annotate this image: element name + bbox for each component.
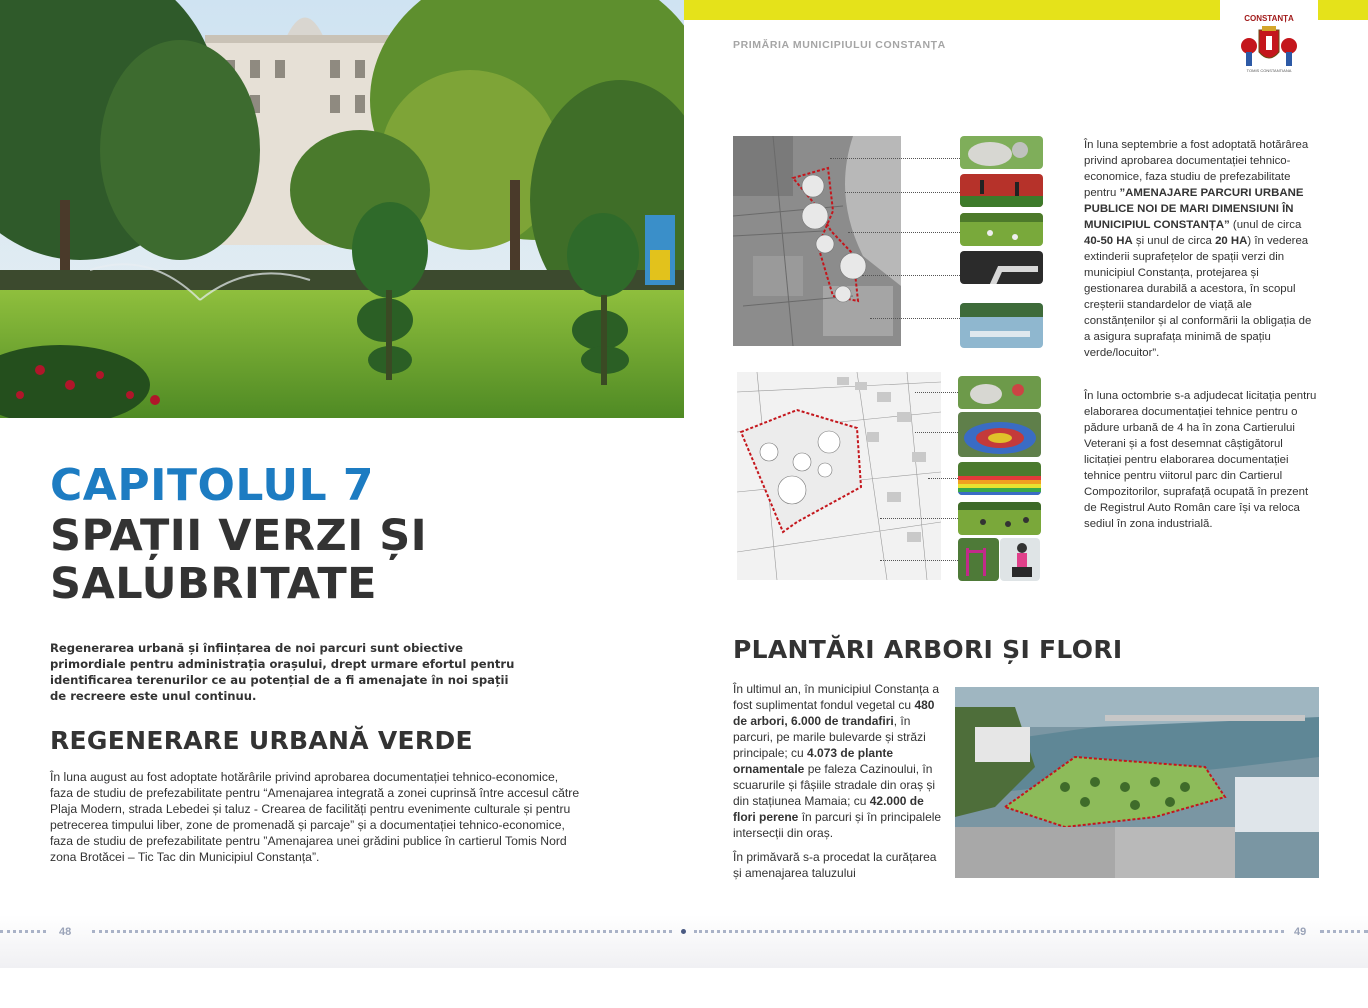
footer-dots [1320, 930, 1368, 934]
lake-thumb [960, 303, 1043, 348]
text-run: În ultimul an, în municipiul Constanța a fost suplimentat fondul vegetal cu [733, 682, 940, 712]
section-body-plantari [733, 681, 945, 881]
footer [0, 915, 1368, 968]
bold-run: 20 HA [1215, 235, 1248, 247]
bottom-margin [0, 968, 1368, 1008]
text-run: În luna septembrie a fost adoptată hotărârea privind aprobarea documentației tehnico-economice, faza studiu de prefezabilitate pentru [1084, 139, 1309, 199]
lawn-people-thumb [958, 502, 1041, 535]
leader-line [928, 478, 958, 479]
aerial-map-photo [733, 136, 901, 346]
text-run: pe faleza Cazinoului, în scuarurile și fâșiile stradale din oraș și din stațiunea Mamaia; cu [733, 762, 936, 808]
bold-run: 480 de arbori, 6.000 de trandafiri [733, 698, 935, 728]
aerial-park-render [955, 687, 1319, 878]
bold-run: 40-50 HA [1084, 235, 1133, 247]
chapter-title: SPAȚII VERZI ȘI SALUBRITATE [50, 511, 428, 609]
leader-line [915, 432, 958, 433]
text-run: (unul de circa [1229, 219, 1302, 231]
page-number-left: 48 [59, 926, 72, 938]
bold-run: 42.000 de flori perene [733, 794, 924, 824]
footer-dots [694, 930, 1284, 934]
spine-marker [681, 929, 686, 934]
crest-motto: TOMIS CONSTANTIANA [1246, 68, 1292, 73]
page-number-right: 49 [1294, 926, 1307, 938]
paragraph-padure-urbana: În luna octombrie s-a adjudecat licitația pentru elaborarea documentației tehnice pentru o pădure urbană de 4 ha în zona Cartierului Veterani și a fost desemnat câștigătorul licitației pentru elaborarea documentației tehnice pentru viitorul parc din Cartierul Compozitorilor, suprafață ocupată în prezent de Registrul Auto Român care își va reloca sediul în zona industrială. [1084, 390, 1317, 530]
leader-line [880, 518, 958, 519]
running-track-thumb [960, 174, 1043, 207]
hero-park-photo [0, 0, 684, 418]
leader-line [848, 232, 960, 233]
paragraph-parcuri-urbane [1084, 137, 1320, 361]
site-plan-drawing [737, 372, 941, 580]
leader-line [870, 318, 960, 319]
leader-line [862, 275, 960, 276]
text-run: în parcuri și în principalele intersecții din oraș. [733, 810, 942, 840]
lawn-thumb [960, 213, 1043, 246]
running-head: PRIMĂRIA MUNICIPIULUI CONSTANȚA [733, 39, 946, 51]
colorful-path-thumb [958, 412, 1041, 457]
footer-dots [92, 930, 672, 934]
text-run: și unul de circa [1132, 235, 1216, 247]
text-run: , în parcuri, pe marile bulevarde și străzi principale; cu [733, 714, 926, 760]
bold-run: ”AMENAJARE PARCURI URBANE PUBLICE NOI DE MARI DIMENSIUNI ÎN MUNICIPIUL CONSTANȚA” [1084, 187, 1304, 231]
rainbow-track-thumb [958, 462, 1041, 495]
paragraph-plantari [733, 681, 945, 841]
bold-run: 4.073 de plante ornamentale [733, 746, 894, 776]
section-body-regenerare: În luna august au fost adoptate hotărârile privind aprobarea documentației tehnico-economice, faza de studiu de prefezabilitate pentru “Amenajarea integrată a zonei cuprinsă între accesul către Plaja Modern, strada Lebedei și taluz - Crearea de facilități pentru evenimente culturale și pentru petrecerea timpului liber, zone de promenadă și parcaje” și a documentației tehnico-economice, faza de studiu de prefezabilitate pentru ”Amenajarea unei grădini publice în cartierul Tomis Nord zona Brotăcei – Tic Tac din Municipiul Constanța”. [50, 770, 580, 864]
constanta-crest [1236, 14, 1302, 76]
intro-paragraph: Regenerarea urbană și înființarea de noi parcuri sunt obiective primordiale pentru administrația orașului, drept urmare efortul pentru identificarea terenurilor ce au potențial de a fi amenajate în noi spații de recreere este unul continuu. [50, 641, 515, 703]
crest-shield-icon [1236, 22, 1302, 72]
footer-band [0, 915, 1368, 968]
chapter-number: CAPITOLUL 7 [50, 460, 375, 511]
paragraph-taluz: În primăvară s-a procedat la curățarea și amenajarea taluzului [733, 850, 937, 880]
playground-thumb [958, 376, 1041, 409]
section-heading-plantari: PLANTĂRI ARBORI ȘI FLORI [733, 635, 1123, 664]
leader-line [845, 192, 960, 193]
leader-line [830, 158, 960, 159]
boardwalk-thumb [960, 251, 1043, 284]
skatepark-thumb [960, 136, 1043, 169]
section-heading-regenerare: REGENERARE URBANĂ VERDE [50, 726, 473, 755]
leader-line [880, 560, 958, 561]
leader-line [915, 392, 958, 393]
fitness-equipment-thumb [958, 538, 999, 581]
footer-dots [0, 930, 46, 934]
crest-label: CONSTANȚA [1244, 14, 1294, 23]
text-run: ) în vederea extinderii suprafețelor de spații verzi din municipiul Constanța, protejarea și gestionarea durabilă a acestora, în scopul creșterii standardelor de viață ale constănțenilor și al conformării la obligația de a asigura suprafața minimă de spațiu verde/locuitor”. [1084, 235, 1312, 359]
runner-thumb [1000, 538, 1040, 581]
